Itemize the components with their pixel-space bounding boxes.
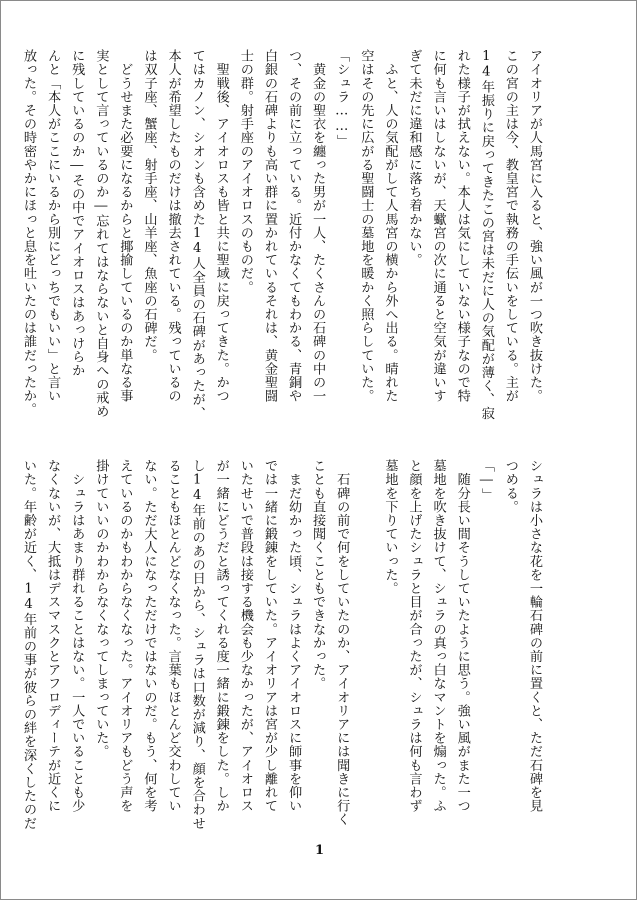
text-line: ることもほとんどなくなった。言葉もほとんど交わしてい [165, 459, 181, 813]
text-line: ふと、人の気配がして人馬宮の横から外へ出る。晴れた [382, 49, 398, 403]
text-line: 14年振りに戻ってきたこの宮は未だに人の気配が薄く、寂 [478, 49, 494, 420]
text-line: が一緒にどうだと誘ってくれる度一緒に鍛錬をした。しか [213, 459, 229, 813]
text-line: てはカノン、シオンも含めた14人全員の石碑があったが、 [189, 49, 205, 420]
text-line: 白銀の石碑よりも高い群に置かれているそれは、黄金聖闘 [261, 49, 277, 403]
text-line: えているのかもわからなくなった。アイオリアもどう声を [117, 459, 133, 813]
text-line: 掛けていいのかわからなくなってしまっていた。 [93, 459, 109, 759]
text-block-upper [16, 49, 546, 437]
text-line: つ、その前に立っている。近付かなくてもわかる、青銅や [286, 49, 302, 403]
text-line: いた。年齢が近く、14年前の事が彼らの絆を深くしたのだ [21, 459, 37, 830]
text-line: 「シュラ……」 [334, 49, 350, 148]
text-line: に何も言いはしないが、天蠍宮の次に通ると空気が違いす [430, 49, 446, 403]
text-line: アイオリアが人馬宮に入ると、強い風が一つ吹き抜けた。 [527, 49, 542, 403]
text-line: ことも直接聞くこともできなかった。 [310, 459, 326, 691]
text-line: ない。ただ大人になっただけではないのだ。もう、何を考 [141, 459, 157, 813]
text-line: この宮の主は今、教皇宮で執務の手伝いをしている。主が [502, 49, 518, 403]
text-block-lower [16, 459, 546, 851]
text-line: 聖戦後、アイオロスも皆と共に聖域に戻ってきた。かつ [213, 49, 229, 403]
text-line: れた様子が拭えない。本人は気にしていない様子なので特 [454, 49, 470, 403]
page-number: 1 [314, 843, 325, 858]
text-line: シュラはあまり群れることはない。一人でいることも少 [69, 459, 85, 813]
text-line: いたせいで普段は接する機会も少なかったが、アイオロス [237, 459, 253, 813]
text-line: なくないが、大抵はデスマスクとアフロディーテが近くに [45, 459, 61, 813]
text-line: 黄金の聖衣を纏った男が一人、たくさんの石碑の中の一 [310, 49, 326, 403]
text-line: まだ幼かった頃、シュラはよくアイオロスに師事を仰い [286, 459, 302, 813]
text-line [353, 459, 377, 851]
text-line: 空はその先に広がる聖闘士の墓地を暖かく照らしていた。 [358, 49, 374, 403]
text-line: 石碑の前で何をしていたのか、アイオリアには聞きに行く [334, 459, 350, 827]
text-line: し14年前のあの日から、シュラは口数が減り、顔を合わせ [189, 459, 205, 830]
text-line: 放った。その時密やかにほっと息を吐いたのは誰だったか。 [21, 49, 37, 417]
text-line: は双子座、蟹座、射手座、山羊座、魚座の石碑だ。 [141, 49, 157, 362]
text-line: 随分長い間そうしていたように思う。強い風がまた一つ [454, 459, 470, 813]
text-line: 墓地を下りていった。 [382, 459, 398, 595]
text-line: では一緒に鍛錬をしていた。アイオリアは宮が少し離れて [261, 459, 277, 813]
text-line: 士の群。射手座のアイオロスのものだ。 [237, 49, 253, 294]
text-line: シュラは小さな花を一輪石碑の前に置くと、ただ石碑を見 [527, 459, 542, 813]
text-line: んと「本人がここにいるから別にどっちでもいい」と言い [45, 49, 61, 403]
text-line: ぎて未だに違和感に落ち着かない。 [406, 49, 422, 267]
text-line: に残しているのか―その中でアイオロスはあっけらか [69, 49, 85, 378]
text-line: 墓地を吹き抜けて、シュラの真っ白なマントを煽った。ふ [430, 459, 446, 813]
text-line: 本人が希望したものだけは撤去されている。残っているの [165, 49, 181, 403]
text-line: どうせまた必要になるからと揶揄しているのか単なる事 [117, 49, 133, 403]
text-line: 「―」 [478, 459, 494, 502]
text-line: つめる。 [502, 459, 518, 514]
text-line: と顔を上げたシュラと目が合ったが、シュラは何も言わず [406, 459, 422, 813]
text-line: 実として言っているのか―忘れてはならないと自身への戒め [93, 49, 109, 418]
